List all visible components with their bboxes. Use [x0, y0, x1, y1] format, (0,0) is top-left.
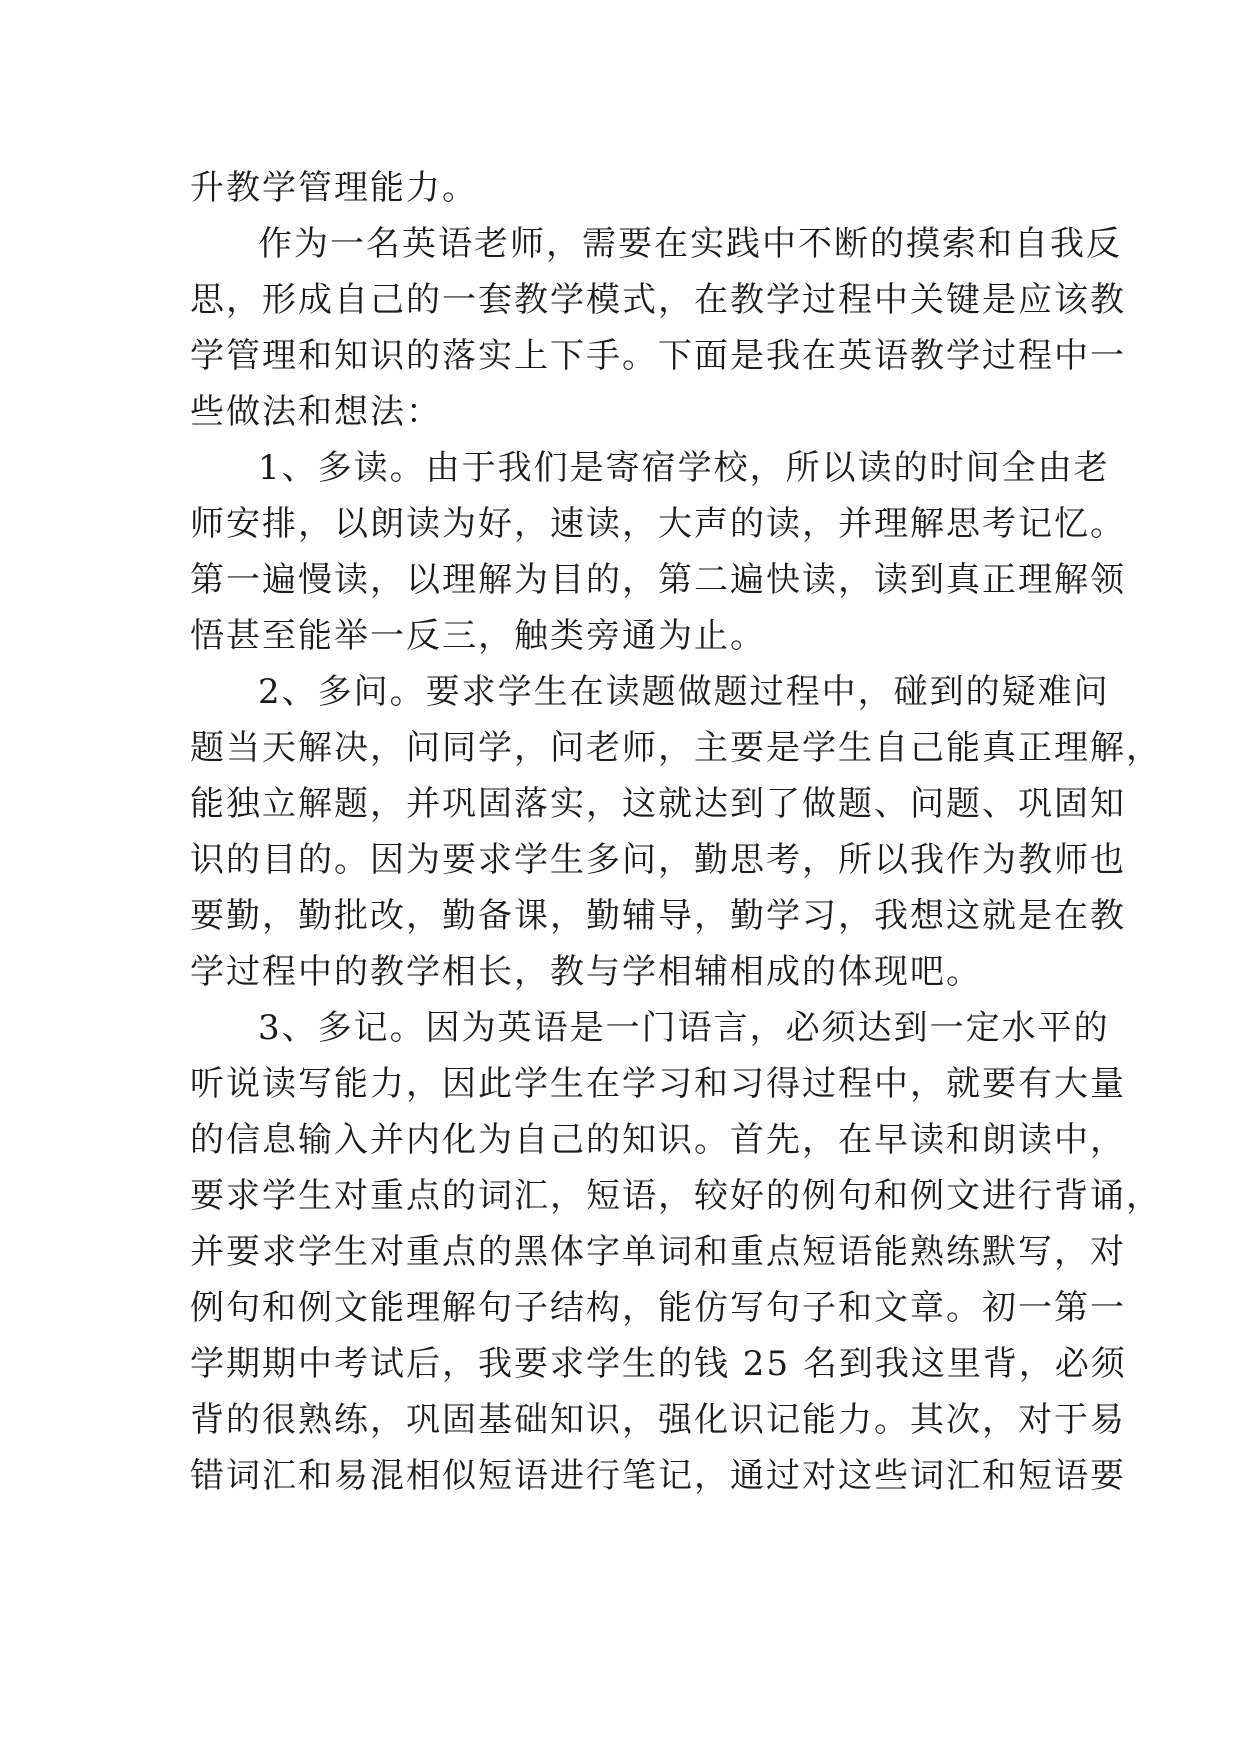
text-line: 听说读写能力，因此学生在学习和习得过程中，就要有大量: [190, 1064, 1126, 1104]
text-line: 要勤，勤批改，勤备课，勤辅导，勤学习，我想这就是在教: [190, 896, 1126, 936]
document-body: [190, 160, 1162, 1504]
text-line: 要求学生对重点的词汇，短语，较好的例句和例文进行背诵，: [190, 1176, 1162, 1216]
text-line: 学管理和知识的落实上下手。下面是我在英语教学过程中一: [190, 336, 1126, 376]
text-line: 1、多读。由于我们是寄宿学校，所以读的时间全由老: [258, 448, 1110, 488]
text-line: 悟甚至能举一反三，触类旁通为止。: [190, 616, 766, 656]
text-line: 并要求学生对重点的黑体字单词和重点短语能熟练默写，对: [190, 1232, 1126, 1272]
text-line: 能独立解题，并巩固落实，这就达到了做题、问题、巩固知: [190, 784, 1126, 824]
text-line: 作为一名英语老师，需要在实践中不断的摸索和自我反: [258, 224, 1122, 264]
text-line: 学过程中的教学相长，教与学相辅相成的体现吧。: [190, 952, 982, 992]
text-line: 升教学管理能力。: [190, 168, 478, 208]
text-line: 学期期中考试后，我要求学生的钱 25 名到我这里背，必须: [190, 1344, 1127, 1384]
text-line: 识的目的。因为要求学生多问，勤思考，所以我作为教师也: [190, 840, 1126, 880]
text-line: 题当天解决，问同学，问老师，主要是学生自己能真正理解，: [190, 728, 1162, 768]
text-line: 错词汇和易混相似短语进行笔记，通过对这些词汇和短语要: [190, 1456, 1126, 1496]
text-line: 例句和例文能理解句子结构，能仿写句子和文章。初一第一: [190, 1288, 1126, 1328]
text-line: 背的很熟练，巩固基础知识，强化识记能力。其次，对于易: [190, 1400, 1126, 1440]
text-line: 些做法和想法：: [190, 392, 442, 432]
text-line: 思，形成自己的一套教学模式，在教学过程中关键是应该教: [190, 280, 1126, 320]
text-line: 3、多记。因为英语是一门语言，必须达到一定水平的: [258, 1008, 1110, 1048]
text-line: 的信息输入并内化为自己的知识。首先，在早读和朗读中，: [190, 1120, 1126, 1160]
text-line: 2、多问。要求学生在读题做题过程中，碰到的疑难问: [258, 672, 1110, 712]
text-line: 师安排，以朗读为好，速读，大声的读，并理解思考记忆。: [190, 504, 1126, 544]
text-line: 第一遍慢读，以理解为目的，第二遍快读，读到真正理解领: [190, 560, 1126, 600]
